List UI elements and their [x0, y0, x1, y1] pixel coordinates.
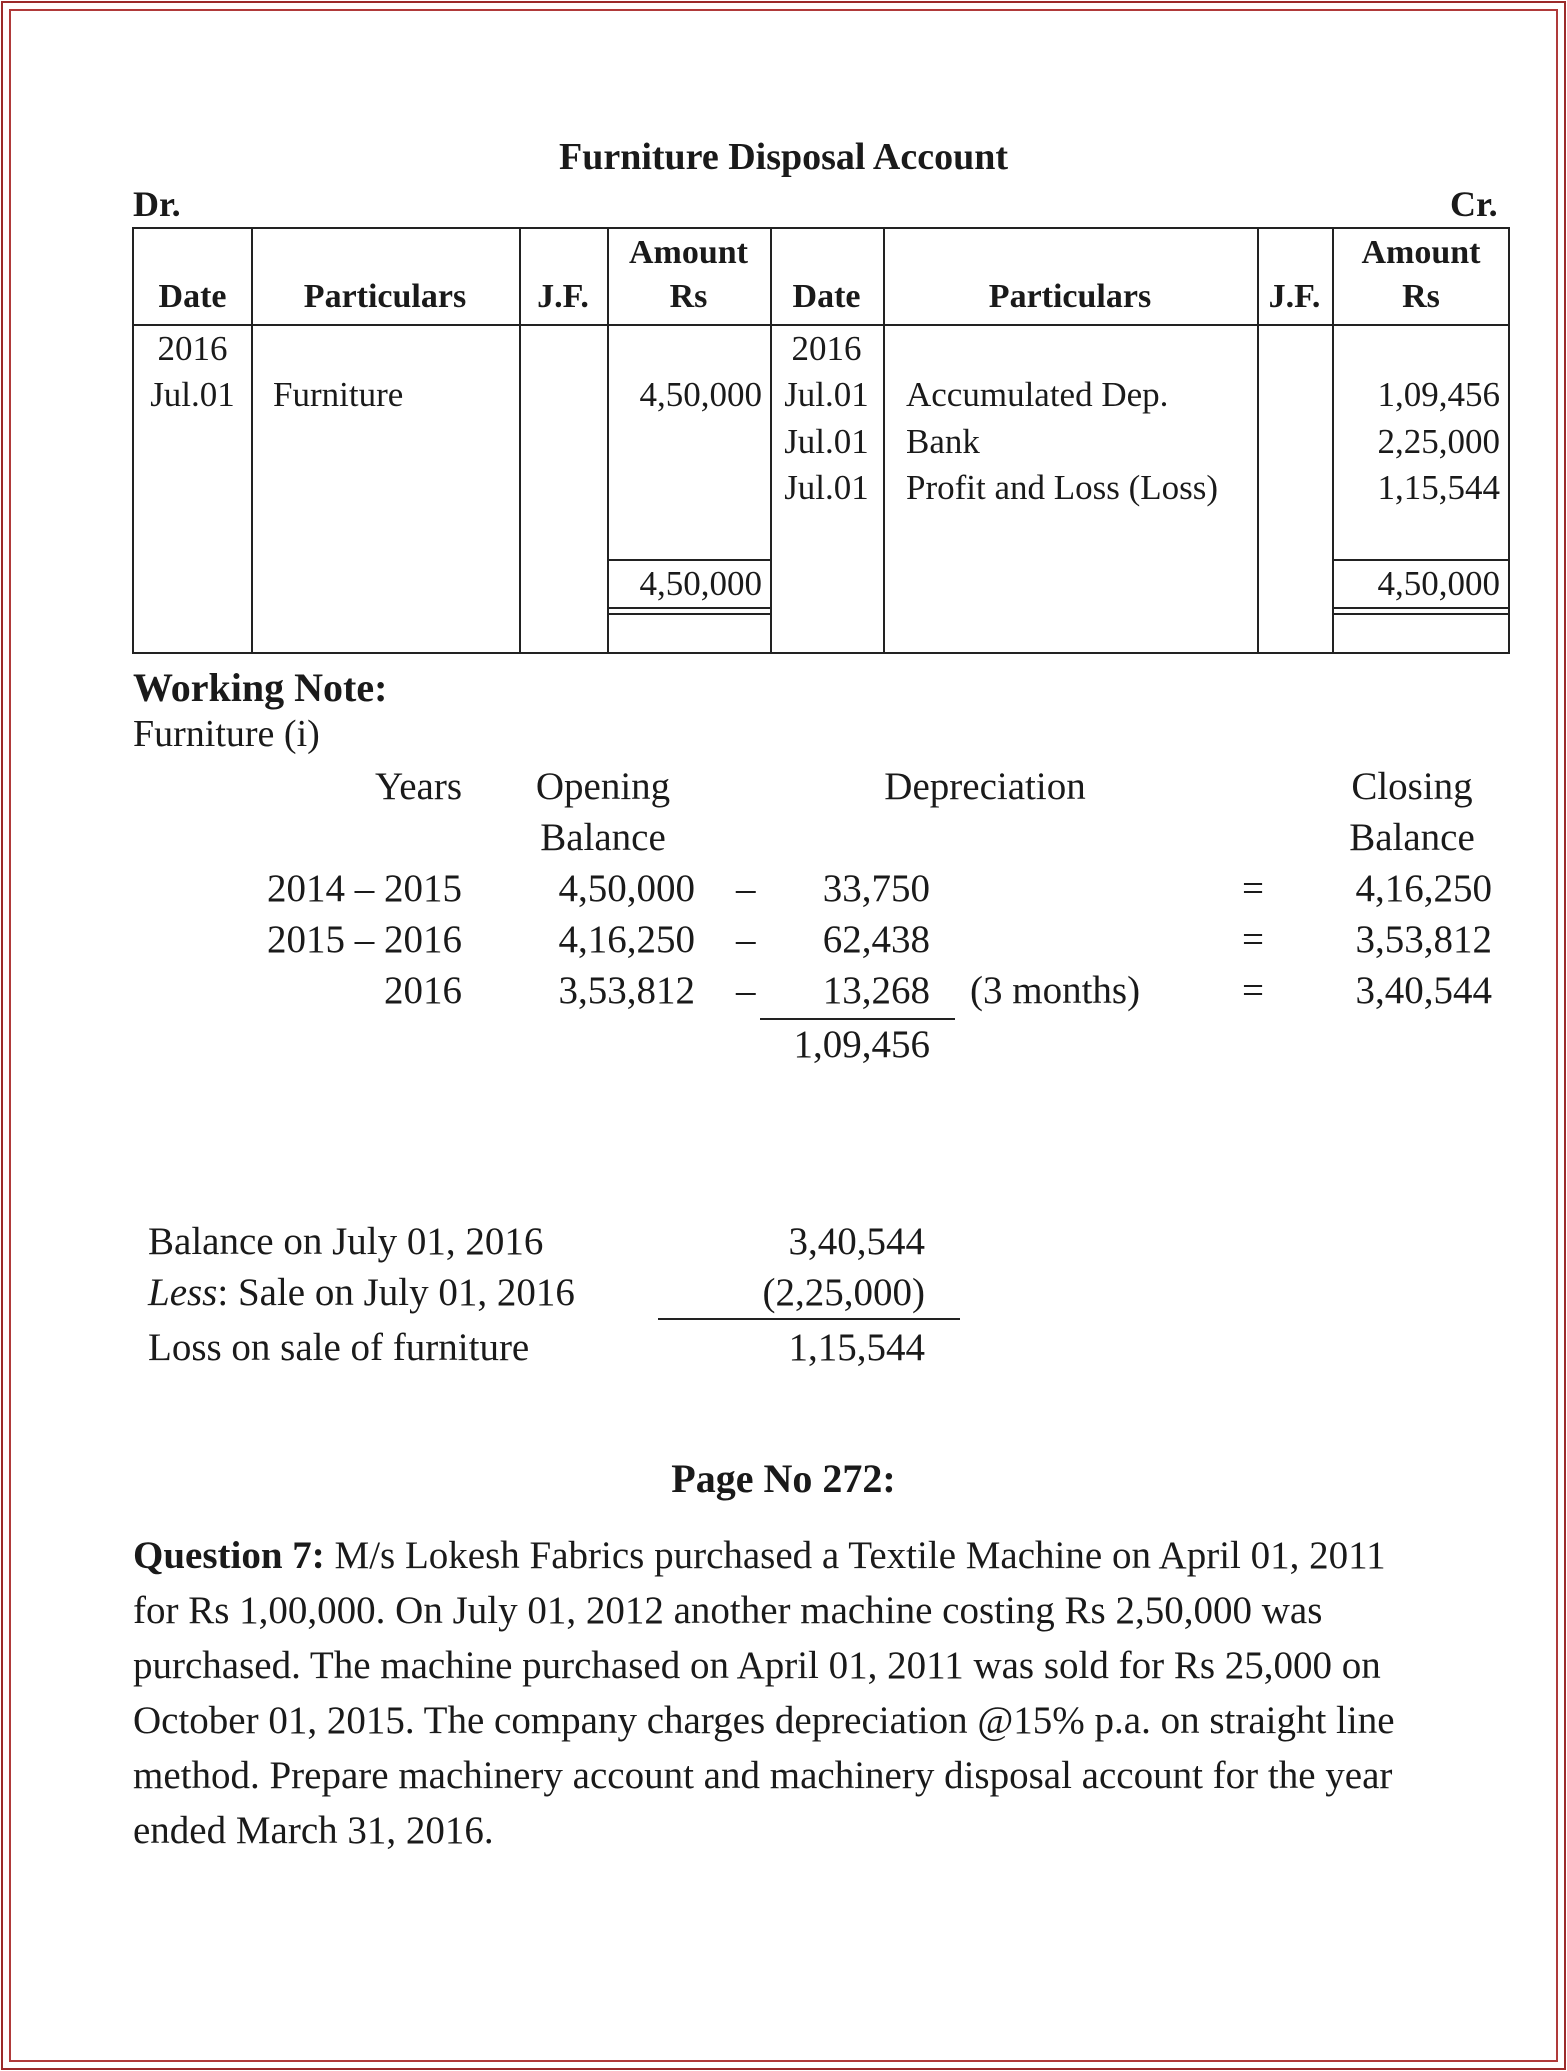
- working-note-title: Working Note:: [133, 665, 388, 710]
- credit-year: 2016: [791, 329, 862, 368]
- calc-label-italic: Less: [148, 1271, 218, 1314]
- calc-value: 3,40,544: [788, 1220, 925, 1263]
- header-jf-dr: J.F.: [537, 278, 589, 315]
- header-date-dr: Date: [158, 278, 227, 315]
- header-amount-dr: Amount: [628, 234, 749, 271]
- credit-date: Jul.01: [784, 468, 869, 507]
- wn-dep-note: (3 months): [970, 969, 1141, 1012]
- question-label: Question 7:: [133, 1534, 325, 1577]
- credit-total-rule-bottom: [1334, 607, 1510, 609]
- debit-date: Jul.01: [150, 375, 235, 414]
- wn-dep-total: 1,09,456: [793, 1023, 930, 1066]
- header-particulars-dr: Particulars: [303, 278, 467, 315]
- wn-minus: –: [736, 867, 756, 910]
- calc-label: Loss on sale of furniture: [148, 1326, 530, 1369]
- calc-rule: [658, 1318, 960, 1320]
- question-text: [133, 1528, 1433, 1858]
- credit-total: 4,50,000: [1377, 564, 1500, 603]
- wn-opening: 4,50,000: [558, 867, 695, 910]
- credit-date: Jul.01: [784, 375, 869, 414]
- credit-amount: 1,15,544: [1377, 468, 1500, 507]
- page-number: Page No 272:: [671, 1456, 896, 1501]
- wn-equals: =: [1242, 918, 1264, 961]
- calc-label-rest: : Sale on July 01, 2016: [217, 1271, 575, 1314]
- ledger-table: [132, 227, 1510, 654]
- wn-header-opening: Opening: [535, 765, 671, 808]
- wn-header-opening-2: Balance: [540, 816, 666, 859]
- wn-opening: 3,53,812: [558, 969, 695, 1012]
- wn-year: 2015 – 2016: [267, 918, 462, 961]
- debit-label: Dr.: [133, 184, 181, 224]
- calc-value: 1,15,544: [788, 1326, 925, 1369]
- question-body: M/s Lokesh Fabrics purchased a Textile Machine on April 01, 2011 for Rs 1,00,000. On July 01, 2012 another machine costing Rs 2,50,000 was purchased. The machine purchased on April 01, 2011 was sold for Rs 25,000 on October 01, 2015. The company charges depreciation @15% p.a. on straight line method. Prepare machinery account and machinery disposal account for the year ended March 31, 2016.: [133, 1534, 1395, 1852]
- credit-particulars: Accumulated Dep.: [906, 375, 1169, 414]
- wn-minus: –: [736, 969, 756, 1012]
- calc-value: (2,25,000): [762, 1271, 925, 1314]
- wn-closing: 3,40,544: [1355, 969, 1492, 1012]
- wn-equals: =: [1242, 969, 1264, 1012]
- wn-header-years: Years: [374, 765, 462, 808]
- working-note-subtitle: Furniture (i): [133, 713, 320, 755]
- credit-total-rule-double: [1334, 613, 1510, 615]
- account-title: Furniture Disposal Account: [558, 136, 1008, 178]
- debit-total-rule-double: [609, 613, 770, 615]
- wn-header-depreciation: Depreciation: [884, 765, 1086, 808]
- header-amount-unit-dr: Rs: [669, 278, 708, 315]
- credit-particulars: Profit and Loss (Loss): [906, 468, 1219, 507]
- wn-year: 2016: [384, 969, 462, 1012]
- header-amount-unit-cr: Rs: [1402, 278, 1440, 315]
- wn-opening: 4,16,250: [558, 918, 695, 961]
- wn-year: 2014 – 2015: [267, 867, 462, 910]
- wn-header-closing-2: Balance: [1349, 816, 1475, 859]
- debit-year: 2016: [157, 329, 228, 368]
- wn-dep: 33,750: [822, 867, 930, 910]
- credit-amount: 1,09,456: [1377, 375, 1500, 414]
- credit-label: Cr.: [1450, 184, 1498, 224]
- wn-dep: 13,268: [822, 969, 930, 1012]
- header-particulars-cr: Particulars: [988, 278, 1152, 315]
- wn-minus: –: [736, 918, 756, 961]
- calc-label: [148, 1268, 575, 1318]
- debit-total: 4,50,000: [639, 564, 762, 603]
- debit-total-rule-bottom: [609, 607, 770, 609]
- wn-closing: 4,16,250: [1355, 867, 1492, 910]
- header-date-cr: Date: [792, 278, 861, 315]
- header-jf-cr: J.F.: [1268, 278, 1321, 315]
- header-amount-cr: Amount: [1361, 234, 1481, 271]
- wn-header-closing: Closing: [1351, 765, 1473, 808]
- credit-amount: 2,25,000: [1377, 422, 1500, 461]
- calc-label: Balance on July 01, 2016: [148, 1220, 544, 1263]
- wn-dep: 62,438: [822, 918, 930, 961]
- debit-amount: 4,50,000: [639, 375, 762, 414]
- credit-date: Jul.01: [784, 422, 869, 461]
- wn-equals: =: [1242, 867, 1264, 910]
- credit-particulars: Bank: [906, 422, 980, 461]
- wn-closing: 3,53,812: [1355, 918, 1492, 961]
- debit-particulars: Furniture: [273, 375, 404, 414]
